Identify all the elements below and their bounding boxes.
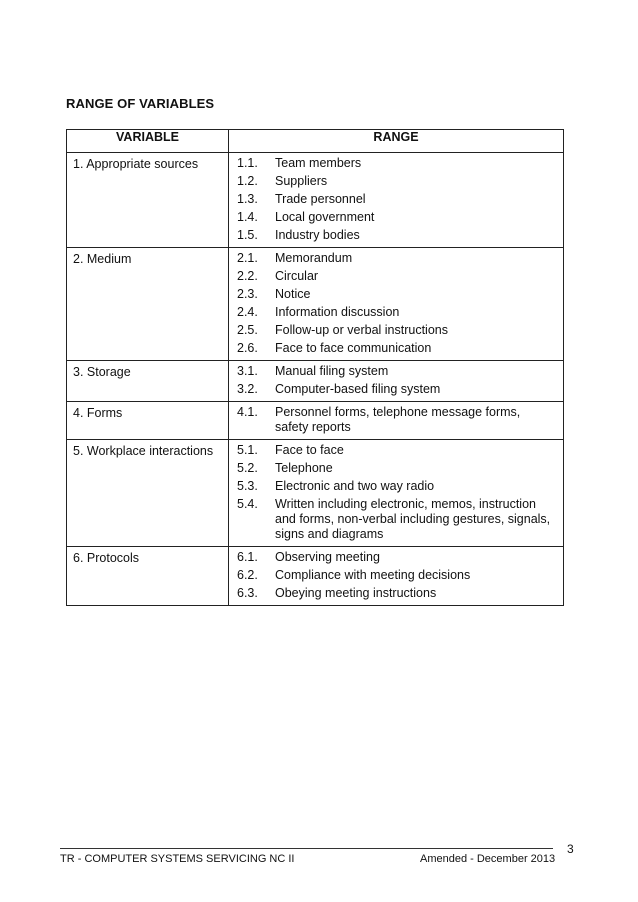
range-item [237,269,557,284]
variable-cell: 4. Forms [67,402,229,440]
range-item [237,364,557,379]
range-item-text: Observing meeting [275,550,380,564]
footer-revision: Amended - December 2013 [420,853,556,865]
range-item [237,156,557,171]
range-item-number: 6.1. [237,550,258,564]
range-item [237,479,557,494]
range-item-number: 5.4. [237,497,258,511]
range-item [237,550,557,565]
range-item-text: Compliance with meeting decisions [275,568,471,582]
table-row [67,153,564,248]
range-cell [229,547,564,606]
range-item-text: Memorandum [275,251,353,265]
range-item-text: Team members [275,156,362,170]
table-row [67,402,564,440]
variable-column-header: VARIABLE [67,130,229,153]
range-item [237,228,557,243]
variable-cell: 1. Appropriate sources [67,153,229,248]
table-row [67,361,564,402]
range-item-number: 5.2. [237,461,258,475]
range-item [237,210,557,225]
range-item-text: Computer-based filing system [275,382,441,396]
variable-cell: 2. Medium [67,248,229,361]
range-cell [229,402,564,440]
range-item-text: Notice [275,287,311,301]
variable-cell: 3. Storage [67,361,229,402]
range-item [237,341,557,356]
page-number: 3 [567,842,574,856]
range-item-text: Personnel forms, telephone message forms, safety reports [275,405,521,434]
range-item [237,497,557,542]
table-header-row [67,130,564,153]
range-item-text: Follow-up or verbal instructions [275,323,448,337]
table-row [67,547,564,606]
range-item-number: 1.4. [237,210,258,224]
table-row [67,248,564,361]
range-item [237,586,557,601]
variable-cell: 5. Workplace interactions [67,440,229,547]
range-item-number: 5.1. [237,443,258,457]
range-item-number: 5.3. [237,479,258,493]
range-item-text: Suppliers [275,174,328,188]
range-item-number: 2.1. [237,251,258,265]
range-item-text: Local government [275,210,375,224]
range-item-number: 1.5. [237,228,258,242]
range-item-text: Obeying meeting instructions [275,586,437,600]
section-heading: RANGE OF VARIABLES [66,96,215,111]
footer-title: TR - COMPUTER SYSTEMS SERVICING NC II [60,853,295,865]
range-item-number: 6.2. [237,568,258,582]
range-item-number: 2.2. [237,269,258,283]
range-item-text: Telephone [275,461,333,475]
range-cell [229,440,564,547]
table-row [67,440,564,547]
range-item-text: Electronic and two way radio [275,479,435,493]
range-item [237,405,557,435]
range-item-number: 1.2. [237,174,258,188]
range-item-number: 4.1. [237,405,258,419]
range-item-text: Industry bodies [275,228,360,242]
range-item-text: Face to face [275,443,344,457]
footer-divider [60,848,553,849]
range-item-number: 2.3. [237,287,258,301]
range-item-number: 2.5. [237,323,258,337]
range-item-number: 6.3. [237,586,258,600]
range-item [237,443,557,458]
range-item-number: 1.1. [237,156,258,170]
range-item-number: 3.1. [237,364,258,378]
range-item-number: 3.2. [237,382,258,396]
range-item [237,382,557,397]
range-of-variables-table [66,129,564,606]
range-cell [229,361,564,402]
variable-cell: 6. Protocols [67,547,229,606]
range-item [237,192,557,207]
range-item [237,287,557,302]
range-item-text: Manual filing system [275,364,389,378]
range-item-text: Written including electronic, memos, instruction and forms, non-verbal including gestures, signals, signs and diagrams [275,497,551,541]
range-item-number: 2.6. [237,341,258,355]
range-item [237,461,557,476]
range-item-text: Circular [275,269,319,283]
range-item-text: Information discussion [275,305,400,319]
range-item-number: 1.3. [237,192,258,206]
range-item [237,323,557,338]
range-cell [229,248,564,361]
range-item-text: Face to face communication [275,341,432,355]
range-item-number: 2.4. [237,305,258,319]
range-item [237,174,557,189]
range-item-text: Trade personnel [275,192,366,206]
range-cell [229,153,564,248]
range-item [237,305,557,320]
range-column-header: RANGE [229,130,564,153]
range-item [237,251,557,266]
range-item [237,568,557,583]
